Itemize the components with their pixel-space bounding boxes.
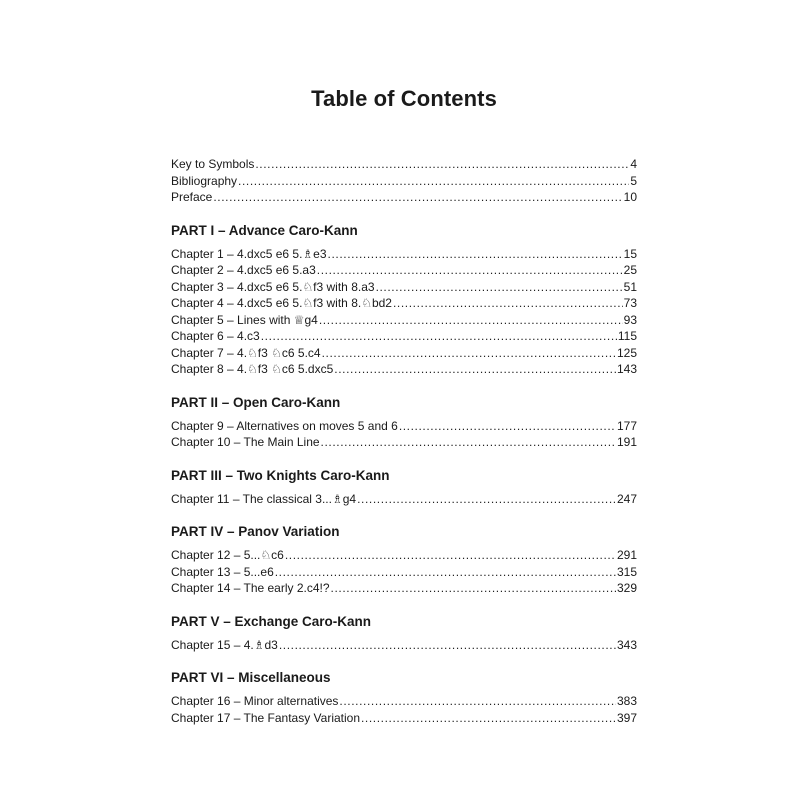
dot-leader bbox=[321, 434, 616, 451]
entry-title: Chapter 4 – 4.dxc5 e6 5.♘f3 with 8.♘bd2 bbox=[171, 296, 392, 310]
entry-page: 343 bbox=[616, 637, 637, 652]
dot-leader bbox=[331, 580, 616, 597]
entry-title: Chapter 1 – 4.dxc5 e6 5.♗e3 bbox=[171, 246, 327, 261]
toc-entry bbox=[171, 173, 637, 190]
entry-page: 247 bbox=[616, 491, 637, 506]
page-title: Table of Contents bbox=[311, 86, 497, 111]
entry-title: Chapter 5 – Lines with ♕g4 bbox=[171, 312, 318, 327]
toc-entry bbox=[171, 637, 637, 654]
entry-page: 383 bbox=[616, 694, 637, 708]
part-heading: PART III – Two Knights Caro-Kann bbox=[171, 467, 390, 483]
entry-title: Bibliography bbox=[171, 173, 238, 188]
entry-title: Chapter 14 – The early 2.c4!? bbox=[171, 581, 330, 595]
entry-title: Chapter 17 – The Fantasy Variation bbox=[171, 710, 360, 725]
toc-entry bbox=[171, 156, 637, 173]
toc-entry bbox=[171, 328, 637, 345]
dot-leader bbox=[393, 295, 623, 312]
entry-title: Chapter 11 – The classical 3...♗g4 bbox=[171, 491, 357, 506]
part-section bbox=[171, 394, 637, 451]
dot-leader bbox=[319, 312, 623, 329]
entry-page: 10 bbox=[623, 190, 637, 204]
entry-title: Chapter 9 – Alternatives on moves 5 and 6 bbox=[171, 418, 398, 433]
toc-entry bbox=[171, 564, 637, 581]
entry-page: 397 bbox=[616, 710, 637, 725]
entry-page: 291 bbox=[616, 548, 637, 562]
part-section bbox=[171, 222, 637, 378]
toc-entry bbox=[171, 693, 637, 710]
toc-entry bbox=[171, 418, 637, 435]
dot-leader bbox=[399, 418, 616, 435]
dot-leader bbox=[261, 328, 617, 345]
toc-entry bbox=[171, 434, 637, 451]
dot-leader bbox=[376, 279, 623, 296]
dot-leader bbox=[339, 693, 616, 710]
dot-leader bbox=[255, 156, 629, 173]
toc-entry bbox=[171, 189, 637, 206]
toc-entry bbox=[171, 312, 637, 329]
toc-entry bbox=[171, 246, 637, 263]
entry-title: Key to Symbols bbox=[171, 157, 255, 171]
dot-leader bbox=[275, 564, 616, 581]
entry-page: 115 bbox=[617, 329, 637, 343]
entry-title: Chapter 7 – 4.♘f3 ♘c6 5.c4 bbox=[171, 345, 321, 360]
entry-page: 315 bbox=[616, 564, 637, 579]
entry-title: Chapter 15 – 4.♗d3 bbox=[171, 637, 278, 652]
dot-leader bbox=[334, 361, 616, 378]
dot-leader bbox=[322, 345, 616, 362]
part-heading: PART I – Advance Caro-Kann bbox=[171, 222, 358, 238]
entry-page: 15 bbox=[623, 246, 637, 261]
entry-title: Chapter 13 – 5...e6 bbox=[171, 564, 274, 579]
toc-entry bbox=[171, 262, 637, 279]
front-matter bbox=[171, 156, 637, 206]
entry-page: 4 bbox=[630, 157, 637, 171]
part-section bbox=[171, 467, 637, 508]
entry-title: Chapter 8 – 4.♘f3 ♘c6 5.dxc5 bbox=[171, 362, 334, 376]
entry-page: 191 bbox=[616, 435, 637, 449]
part-heading: PART IV – Panov Variation bbox=[171, 524, 340, 539]
entry-page: 25 bbox=[623, 263, 637, 277]
toc-entry bbox=[171, 361, 637, 378]
entry-title: Chapter 10 – The Main Line bbox=[171, 435, 320, 449]
dot-leader bbox=[238, 173, 629, 190]
toc-page bbox=[171, 86, 637, 726]
toc-entry bbox=[171, 279, 637, 296]
dot-leader bbox=[213, 189, 622, 206]
entry-page: 177 bbox=[616, 418, 637, 433]
toc-entry bbox=[171, 580, 637, 597]
entry-page: 93 bbox=[623, 312, 637, 327]
dot-leader bbox=[285, 547, 616, 564]
entry-title: Chapter 12 – 5...♘c6 bbox=[171, 548, 284, 562]
toc-entry bbox=[171, 491, 637, 508]
entry-page: 51 bbox=[623, 279, 637, 294]
entry-page: 329 bbox=[616, 581, 637, 595]
entry-page: 125 bbox=[616, 345, 637, 360]
part-section bbox=[171, 523, 637, 597]
entry-title: Chapter 16 – Minor alternatives bbox=[171, 694, 339, 708]
entry-page: 73 bbox=[623, 296, 637, 310]
dot-leader bbox=[317, 262, 623, 279]
part-section bbox=[171, 669, 637, 726]
dot-leader bbox=[357, 491, 616, 508]
toc-entry bbox=[171, 295, 637, 312]
entry-page: 5 bbox=[630, 173, 637, 188]
part-section bbox=[171, 613, 637, 654]
entry-title: Preface bbox=[171, 190, 213, 204]
dot-leader bbox=[361, 710, 616, 727]
entry-title: Chapter 2 – 4.dxc5 e6 5.a3 bbox=[171, 263, 316, 277]
toc-entry bbox=[171, 547, 637, 564]
dot-leader bbox=[328, 246, 623, 263]
entry-page: 143 bbox=[616, 362, 637, 376]
part-heading: PART V – Exchange Caro-Kann bbox=[171, 613, 372, 629]
part-heading: PART VI – Miscellaneous bbox=[171, 670, 331, 685]
entry-title: Chapter 6 – 4.c3 bbox=[171, 329, 260, 343]
dot-leader bbox=[279, 637, 616, 654]
entry-title: Chapter 3 – 4.dxc5 e6 5.♘f3 with 8.a3 bbox=[171, 279, 375, 294]
part-heading: PART II – Open Caro-Kann bbox=[171, 394, 341, 410]
toc-entry bbox=[171, 710, 637, 727]
toc-entry bbox=[171, 345, 637, 362]
